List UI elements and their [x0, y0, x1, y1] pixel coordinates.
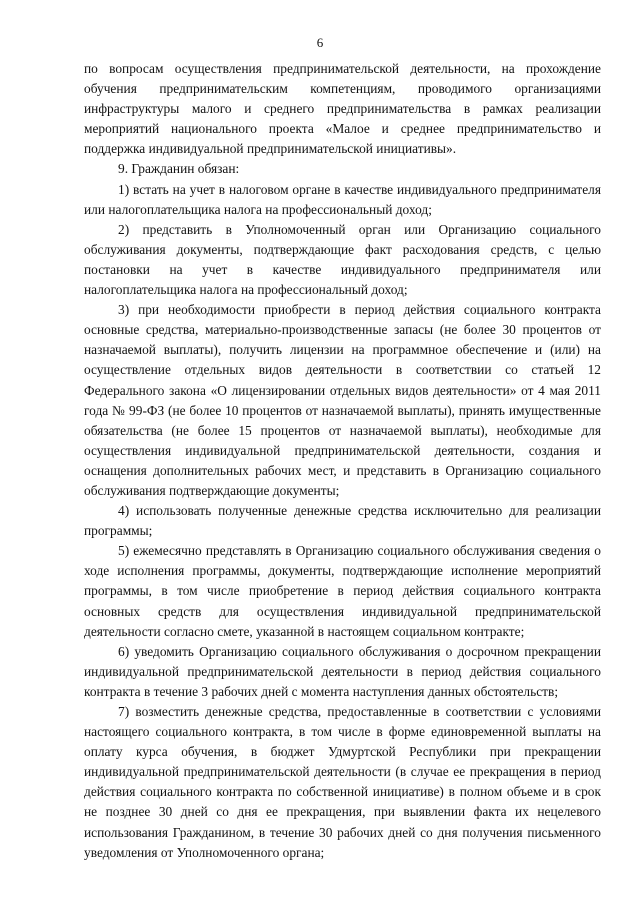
page-number: 6: [316, 35, 324, 50]
paragraph-section-9-heading: 9. Гражданин обязан:: [118, 161, 240, 177]
paragraph-item-1: 1) встать на учет в налоговом органе в качестве индивидуального предпринимателя или налогоплательщика налога на профессиональный доход;: [84, 181, 601, 217]
paragraph-item-2: 2) представить в Уполномоченный орган или Организацию социального обслуживания документы, подтверждающие факт расходования средств, с целью постановки на учет в качестве индивидуального предпринимателя или налогоплательщика налога на профессиональный доход;: [84, 221, 601, 298]
document-body: [84, 59, 601, 863]
paragraph-item-5: 5) ежемесячно представлять в Организацию социального обслуживания сведения о ходе исполнения программы, документы, подтверждающие исполнение мероприятий программы, в том числе приобретение в период действия социального контракта основных средств для осуществления индивидуальной предпринимательской деятельности согласно смете, указанной в настоящем социальном контракте;: [84, 543, 601, 639]
paragraph-item-3: 3) при необходимости приобрести в период действия социального контракта основные средства, материально-производственные запасы (не более 30 процентов от назначаемой выплаты), получить лицензии на программное обеспечение и (или) на осуществление отдельных видов деятельности в соответствии со статьей 12 Федерального закона «О лицензировании отдельных видов деятельности» от 4 мая 2011 года № 99-ФЗ (не более 10 процентов от назначаемой выплаты), принять имущественные обязательства (не более 15 процентов от назначаемой выплаты), необходимые для осуществления индивидуальной предпринимательской деятельности, создания и оснащения дополнительных рабочих мест, и представить в Организацию социального обслуживания подтверждающие документы;: [84, 302, 601, 498]
paragraph-item-4: 4) использовать полученные денежные средства исключительно для реализации программы;: [84, 503, 601, 539]
paragraph-item-6: 6) уведомить Организацию социального обслуживания о досрочном прекращении индивидуальной предпринимательской деятельности в период действия социального контракта в течение 3 рабочих дней с момента наступления данных обстоятельств;: [84, 643, 601, 699]
paragraph-item-7: 7) возместить денежные средства, предоставленные в соответствии с условиями настоящего социального контракта, в том числе в форме единовременной выплаты на оплату курса обучения, в бюджет Удмуртской Республики при прекращении индивидуальной предпринимательской деятельности (в случае ее прекращения в период действия социального контракта по собственной инициативе) в полном объеме и в срок не позднее 30 дней со дня ее прекращения, при выявлении факта их нецелевого использования Гражданином, в течение 30 рабочих дней со дня получения письменного уведомления от Уполномоченного органа;: [84, 704, 601, 860]
paragraph-continuation: по вопросам осуществления предпринимательской деятельности, на прохождение обучения предпринимательским компетенциям, проводимого организациями инфраструктуры малого и среднего предпринимательства в рамках реализации мероприятий национального проекта «Малое и среднее предпринимательство и поддержка индивидуальной предпринимательской инициативы».: [84, 61, 601, 157]
